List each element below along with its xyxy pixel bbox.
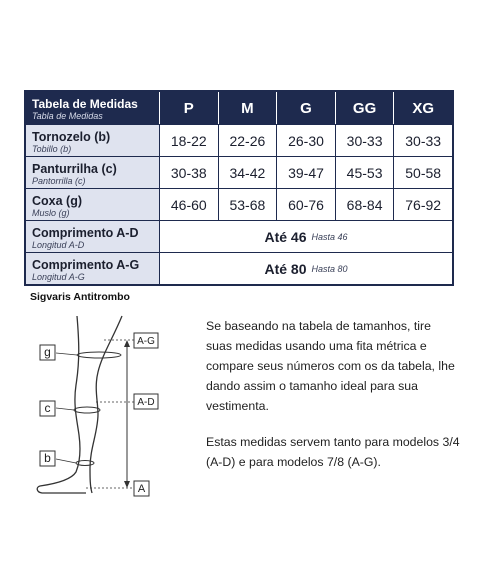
arrow-head-up [124, 340, 130, 347]
measure-ring-c [74, 407, 100, 413]
table-cell: 39-47 [277, 157, 336, 188]
label-c: c [44, 401, 51, 415]
label-ag: A-G [137, 336, 155, 347]
row-label [26, 125, 160, 156]
span-value: Até 80 [264, 260, 307, 277]
table-cell: 18-22 [160, 125, 219, 156]
measure-ring-g [77, 352, 121, 358]
header-title: Tabela de Medidas [32, 97, 138, 111]
label-a: A [137, 483, 146, 495]
table-row-comprimento-ag [26, 252, 452, 284]
table-cell: 30-33 [405, 132, 442, 149]
leg-outline [90, 316, 122, 493]
size-p: P [160, 92, 219, 124]
label-b: b [44, 451, 51, 465]
leader-line-b [56, 459, 76, 463]
label-ad: A-D [137, 397, 155, 408]
table-cell: 34-42 [219, 157, 278, 188]
size-table [24, 90, 454, 286]
label-g: g [44, 345, 51, 359]
leg-diagram [24, 310, 194, 500]
table-cell: 26-30 [277, 125, 336, 156]
arrow-head-down [124, 481, 130, 488]
row-label-main: Comprimento A-D [32, 225, 139, 240]
size-m: M [219, 92, 278, 124]
row-label-sub: Tobillo (b) [32, 143, 72, 154]
row-label-sub: Muslo (g) [32, 207, 70, 218]
leader-line-c [56, 408, 74, 410]
instructions-paragraph-2: Estas medidas servem tanto para modelos 3/4 (A-D) e para modelos 7/8 (A-G). [206, 435, 460, 469]
table-cell: 50-58 [405, 164, 442, 181]
row-label [26, 157, 160, 188]
table-cell: 30-33 [336, 125, 395, 156]
table-cell: 30-38 [160, 157, 219, 188]
row-label [26, 221, 160, 252]
row-label-sub: Longitud A-G [32, 271, 85, 282]
span-value: Até 46 [264, 228, 307, 245]
row-label [26, 253, 160, 284]
row-label-sub: Pantorrilla (c) [32, 175, 86, 186]
size-xg: XG [412, 99, 435, 117]
table-cell: 46-60 [160, 189, 219, 220]
instructions [206, 316, 460, 488]
table-cell: 76-92 [405, 196, 442, 213]
row-label-main: Comprimento A-G [32, 257, 140, 272]
row-label-main: Coxa (g) [32, 193, 82, 208]
table-cell: 53-68 [219, 189, 278, 220]
leader-line-g [56, 353, 77, 355]
table-row-tornozelo [26, 124, 452, 156]
header-subtitle: Tabla de Medidas [32, 111, 103, 121]
table-row-comprimento-ad [26, 220, 452, 252]
span-cell [160, 253, 452, 284]
table-cell: 68-84 [336, 189, 395, 220]
row-label-main: Panturrilha (c) [32, 161, 117, 176]
size-table-header [26, 92, 452, 124]
instructions-paragraph-1: Se baseando na tabela de tamanhos, tire suas medidas usando uma fita métrica e compare seus números com os da tabela, lhe dando assim o tamanho ideal para sua vestimenta. [206, 319, 455, 413]
row-label [26, 189, 160, 220]
table-row-panturrilha [26, 156, 452, 188]
row-label-sub: Longitud A-D [32, 239, 85, 250]
size-g: G [277, 92, 336, 124]
product-caption: Sigvaris Antitrombo [30, 291, 130, 303]
table-cell: 45-53 [336, 157, 395, 188]
size-gg: GG [336, 92, 395, 124]
header-label [26, 92, 160, 124]
span-cell [160, 221, 452, 252]
table-cell: 22-26 [219, 125, 278, 156]
row-label-main: Tornozelo (b) [32, 129, 111, 144]
table-row-coxa [26, 188, 452, 220]
table-cell: 60-76 [277, 189, 336, 220]
span-value-es: Hasta 46 [311, 231, 348, 242]
span-value-es: Hasta 80 [311, 263, 348, 274]
